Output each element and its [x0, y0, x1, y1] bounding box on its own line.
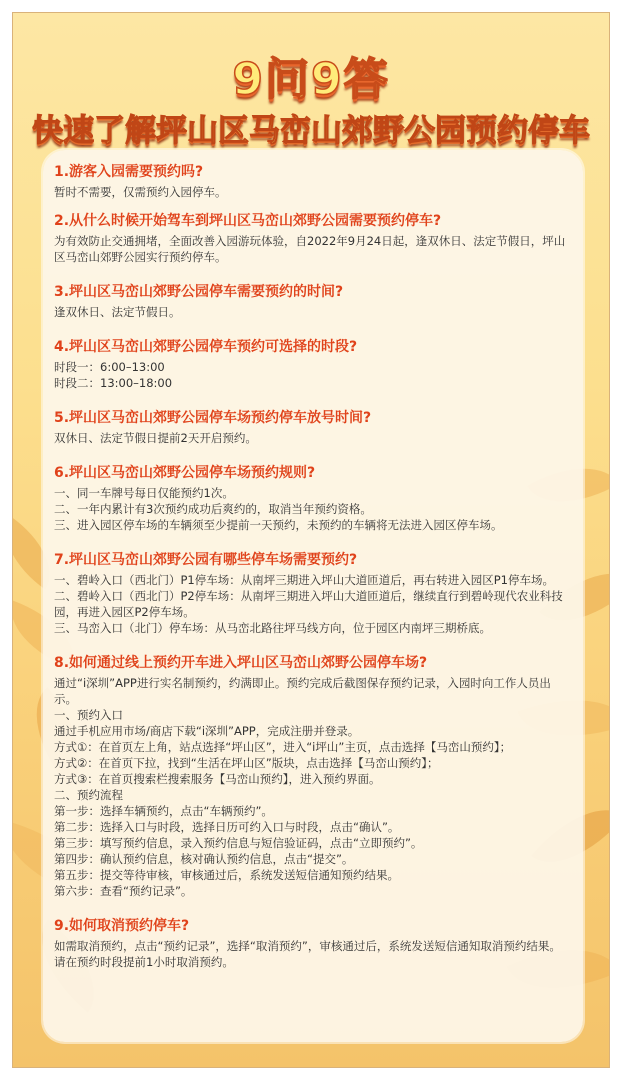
- answer-line: 一、碧岭入口（西北门）P1停车场：从南坪三期进入坪山大道匝道后，再右转进入园区P1停车场。: [54, 573, 554, 587]
- question-2: 2.从什么时候开始驾车到坪山区马峦山郊野公园需要预约停车?: [54, 213, 442, 229]
- answer-line: 方式①：在首页左上角，站点选择“坪山区”，进入“i坪山”主页，点击选择【马峦山预约】；: [54, 740, 512, 754]
- answer-line: 如需取消预约，点击“预约记录”，选择“取消预约”，审核通过后，系统发送短信通知取消预约结果。请在预约时段提前1小时取消预约。: [54, 939, 561, 969]
- question-9: 9.如何取消预约停车?: [54, 918, 190, 934]
- qa-list: [54, 163, 568, 970]
- answer-line: 第一步：选择车辆预约，点击“车辆预约”。: [54, 804, 273, 818]
- answer-line: 时段一：6:00–13:00: [54, 360, 165, 374]
- question-6: 6.坪山区马峦山郊野公园停车场预约规则?: [54, 465, 316, 481]
- answer-line: 暂时不需要，仅需预约入园停车。: [54, 185, 227, 199]
- question-7: 7.坪山区马峦山郊野公园有哪些停车场需要预约?: [54, 552, 358, 568]
- answer-line: 第四步：确认预约信息，核对确认预约信息，点击“提交”。: [54, 852, 354, 866]
- answer-line: 二、预约流程: [54, 788, 123, 802]
- answer-line: 第二步：选择入口与时段，选择日历可约入口与时段，点击“确认”。: [54, 820, 400, 834]
- question-4: 4.坪山区马峦山郊野公园停车预约可选择的时段?: [54, 339, 358, 355]
- answer-line: 第六步：查看“预约记录”。: [54, 884, 193, 898]
- answer-line: 三、进入园区停车场的车辆须至少提前一天预约，未预约的车辆将无法进入园区停车场。: [54, 518, 503, 532]
- answer-line: 方式②：在首页下拉，找到“生活在坪山区”版块，点击选择【马峦山预约】；: [54, 756, 439, 770]
- answer-line: 二、碧岭入口（西北门）P2停车场：从南坪三期进入坪山大道匝道后，继续直行到碧岭现代农业科技园，再进入园区P2停车场。: [54, 589, 563, 619]
- answer-line: 通过手机应用市场/商店下载“i深圳”APP，完成注册并登录。: [54, 724, 360, 738]
- answer-line: 第五步：提交等待审核，审核通过后，系统发送短信通知预约结果。: [54, 868, 399, 882]
- question-8: 8.如何通过线上预约开车进入坪山区马峦山郊野公园停车场?: [54, 655, 428, 671]
- page-title: 9问9答: [232, 54, 390, 105]
- answer-line: 方式③：在首页搜索栏搜索服务【马峦山预约】，进入预约界面。: [54, 772, 381, 786]
- answer-line: 双休日、法定节假日提前2天开启预约。: [54, 431, 257, 445]
- answer-line: 时段二：13:00–18:00: [54, 376, 173, 390]
- answer-line: 为有效防止交通拥堵，全面改善入园游玩体验，自2022年9月24日起，逢双休日、法定节假日，坪山区马峦山郊野公园实行预约停车。: [54, 234, 566, 264]
- answer-line: 通过“i深圳”APP进行实名制预约，约满即止。预约完成后截图保存预约记录，入园时向工作人员出示。: [54, 676, 551, 706]
- answer-line: 三、马峦入口（北门）停车场：从马峦北路往坪马线方向，位于园区内南坪三期桥底。: [54, 621, 491, 635]
- question-3: 3.坪山区马峦山郊野公园停车需要预约的时间?: [54, 284, 344, 300]
- answer-line: 二、一年内累计有3次预约成功后爽约的，取消当年预约资格。: [54, 502, 372, 516]
- question-1: 1.游客入园需要预约吗?: [54, 164, 204, 180]
- answer-line: 一、预约入口: [54, 708, 123, 722]
- answer-line: 逢双休日、法定节假日。: [54, 305, 181, 319]
- answer-line: 第三步：填写预约信息，录入预约信息与短信验证码，点击“立即预约”。: [54, 836, 423, 850]
- question-5: 5.坪山区马峦山郊野公园停车场预约停车放号时间?: [54, 410, 372, 426]
- page-subtitle: 快速了解坪山区马峦山郊野公园预约停车: [32, 113, 590, 149]
- answer-line: 一、同一车牌号每日仅能预约1次。: [54, 486, 234, 500]
